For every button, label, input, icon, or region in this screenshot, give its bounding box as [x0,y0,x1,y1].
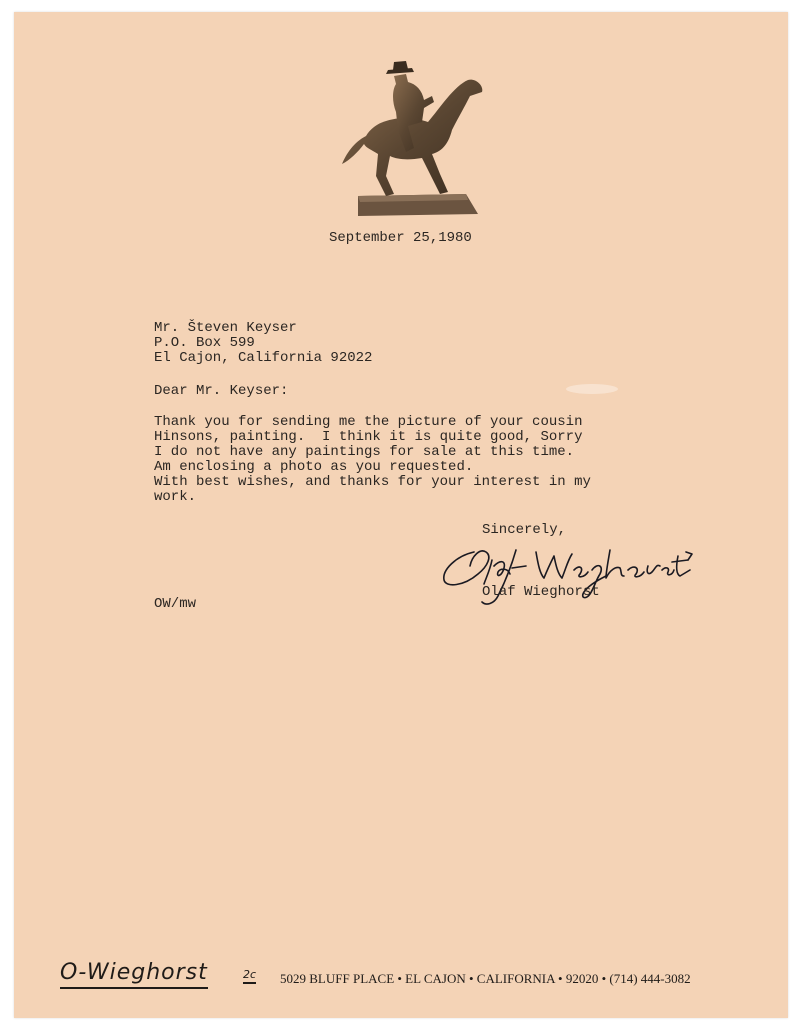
body-line: Hinsons, painting. I think it is quite good, Sorry [154,429,583,445]
body-line: Am enclosing a photo as you requested. [154,459,474,475]
paper-smudge [566,384,618,394]
letter-date: September 25,1980 [329,230,472,246]
body-line: work. [154,489,197,505]
recipient-name: Mr. Števen Keyser [154,320,297,336]
closing: Sincerely, [482,522,567,538]
recipient-address [154,321,372,366]
letterhead-logo: O-Wieghorst [60,960,208,989]
horse-and-rider-icon [336,56,486,221]
letter-body [154,415,591,505]
letterhead-mark: 2c [243,968,256,984]
typist-initials: OW/mw [154,596,197,612]
salutation: Dear Mr. Keyser: [154,383,289,399]
body-line: I do not have any paintings for sale at this time. [154,444,575,460]
recipient-box: P.O. Box 599 [154,335,255,351]
letterhead-address: 5029 BLUFF PLACE • EL CAJON • CALIFORNIA • 92020 • (714) 444-3082 [280,971,691,986]
letter-page [14,12,788,1018]
body-line: Thank you for sending me the picture of your cousin [154,414,583,430]
recipient-city: El Cajon, California 92022 [154,350,373,366]
body-line: With best wishes, and thanks for your interest in my [154,474,591,490]
signer-name: Olaf Wieghorst [482,584,600,600]
